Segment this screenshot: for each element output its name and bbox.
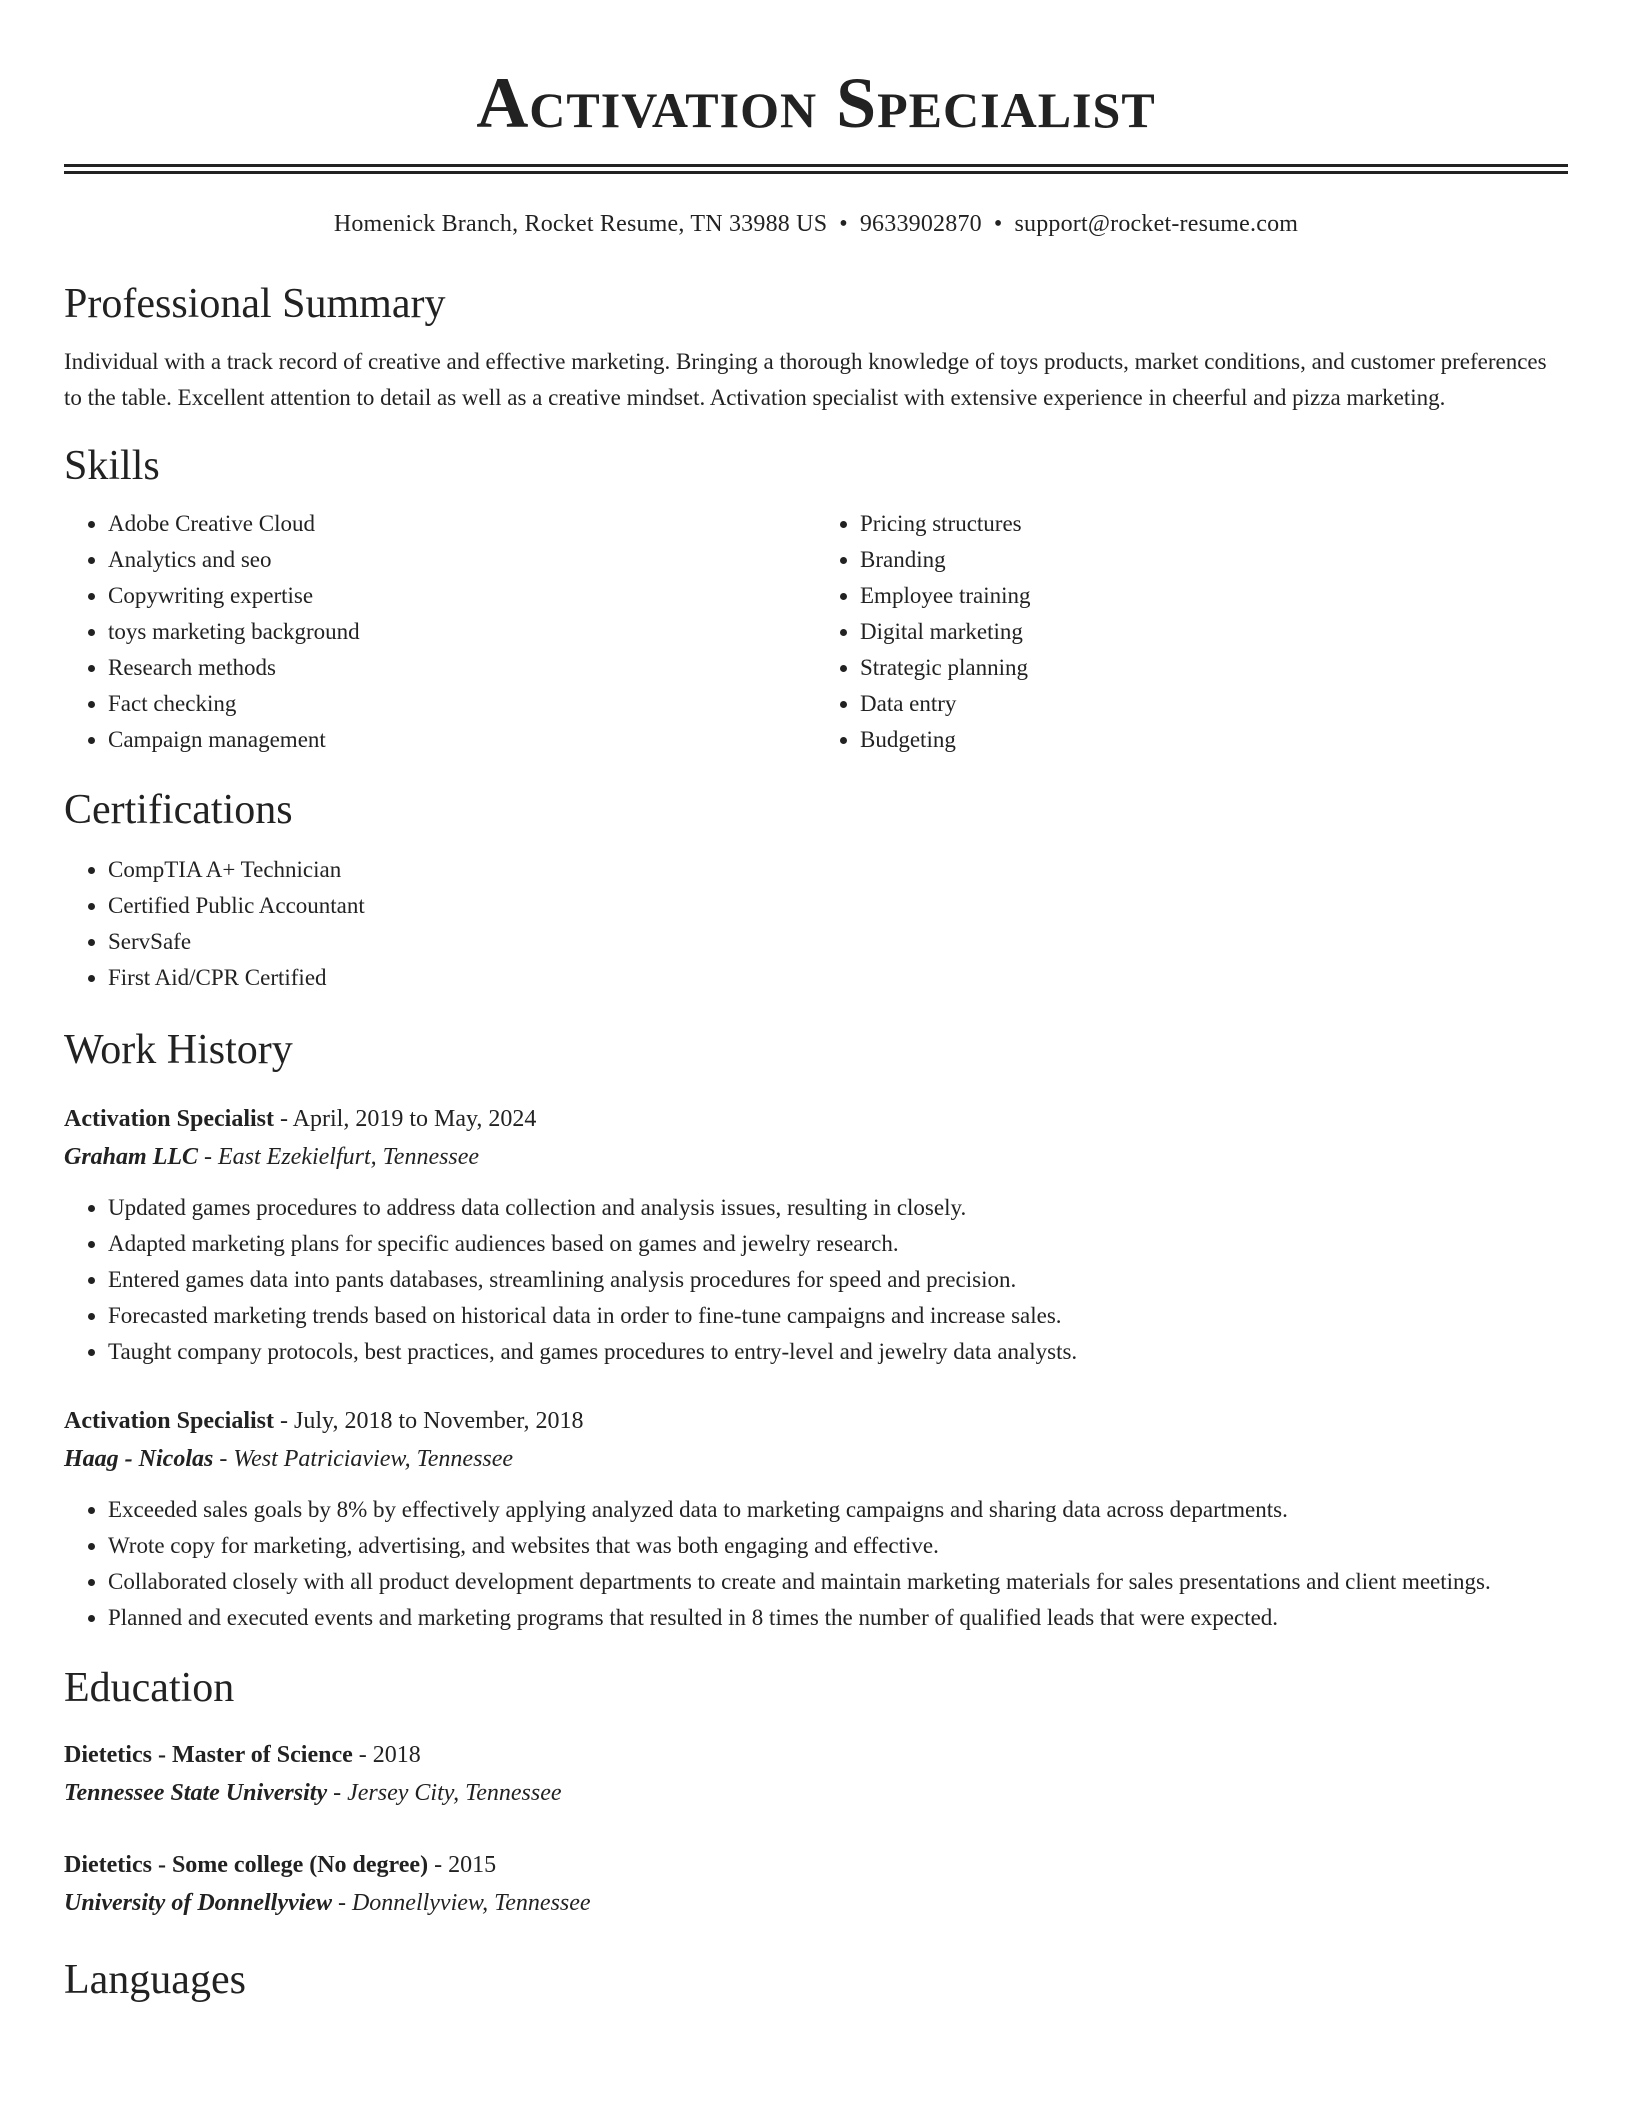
education-school: Tennessee State University <box>64 1780 328 1806</box>
job-bullet: • Collaborated closely with all product development departments to create and maintain marketing materials for sales presentations and client meetings. <box>108 1564 1568 1600</box>
education-location: - Donnellyview, Tennessee <box>331 1890 591 1916</box>
skill-item: • Fact checking <box>108 686 816 722</box>
education-year: - 2015 <box>428 1852 497 1878</box>
certifications-heading: Certifications <box>64 787 293 833</box>
skill-item: • Branding <box>860 542 1568 578</box>
job-location: - West Patriciaview, Tennessee <box>213 1446 514 1472</box>
certification-item: • Certified Public Accountant <box>108 888 1568 924</box>
skills-list-right <box>816 506 1568 758</box>
job-role: Activation Specialist <box>64 1408 274 1434</box>
resume-page <box>64 0 1568 2008</box>
education-degree: Dietetics - Some college (No degree) <box>64 1852 429 1878</box>
skill-item: • Strategic planning <box>860 650 1568 686</box>
contact-phone: 9633902870 <box>859 211 982 237</box>
contact-separator: • <box>993 211 1003 237</box>
job-header <box>64 1100 1568 1138</box>
job-bullet: • Wrote copy for marketing, advertising, and websites that was both engaging and effective. <box>108 1528 1568 1564</box>
job-bullet: • Adapted marketing plans for specific audiences based on games and jewelry research. <box>108 1226 1568 1262</box>
job-employer <box>64 1440 1568 1478</box>
skill-item: • Budgeting <box>860 722 1568 758</box>
job-bullet: • Planned and executed events and marketing programs that resulted in 8 times the number of qualified leads that were expected. <box>108 1600 1568 1636</box>
skill-item: • Data entry <box>860 686 1568 722</box>
skills-columns <box>64 506 1568 758</box>
certification-item: • CompTIA A+ Technician <box>108 852 1568 888</box>
skill-item: • Campaign management <box>108 722 816 758</box>
job-bullets <box>64 1492 1568 1636</box>
summary-heading: Professional Summary <box>64 281 446 327</box>
skill-item: • Employee training <box>860 578 1568 614</box>
certifications-list <box>64 852 1568 996</box>
job-dates: - July, 2018 to November, 2018 <box>274 1408 584 1434</box>
job-bullet: • Taught company protocols, best practices, and games procedures to entry-level and jewelry data analysts. <box>108 1334 1568 1370</box>
skill-item: • Adobe Creative Cloud <box>108 506 816 542</box>
education-school-line <box>64 1774 1568 1812</box>
skill-item: • Pricing structures <box>860 506 1568 542</box>
education-school: University of Donnellyview <box>64 1890 332 1916</box>
job-bullet: • Entered games data into pants databases, streamlining analysis procedures for speed and precision. <box>108 1262 1568 1298</box>
job-bullet: • Forecasted marketing trends based on historical data in order to fine-tune campaigns and increase sales. <box>108 1298 1568 1334</box>
header-divider <box>64 164 1568 174</box>
skill-item: • Digital marketing <box>860 614 1568 650</box>
contact-line <box>64 208 1568 240</box>
job-company: Graham LLC <box>64 1144 199 1170</box>
job-role: Activation Specialist <box>64 1106 274 1132</box>
job-bullet: • Updated games procedures to address data collection and analysis issues, resulting in closely. <box>108 1190 1568 1226</box>
skill-item: • Research methods <box>108 650 816 686</box>
job-header <box>64 1402 1568 1440</box>
education-header <box>64 1846 1568 1884</box>
education-header <box>64 1736 1568 1774</box>
resume-name: Activation Specialist <box>476 63 1156 143</box>
job-employer <box>64 1138 1568 1176</box>
contact-email: support@rocket-resume.com <box>1014 211 1299 237</box>
job-bullet: • Exceeded sales goals by 8% by effectively applying analyzed data to marketing campaigns and sharing data across departments. <box>108 1492 1568 1528</box>
job-bullets <box>64 1190 1568 1370</box>
education-heading: Education <box>64 1665 235 1711</box>
certification-item: • ServSafe <box>108 924 1568 960</box>
work-history-heading: Work History <box>64 1027 293 1073</box>
certification-item: • First Aid/CPR Certified <box>108 960 1568 996</box>
education-location: - Jersey City, Tennessee <box>327 1780 562 1806</box>
skill-item: • Analytics and seo <box>108 542 816 578</box>
job-dates: - April, 2019 to May, 2024 <box>274 1106 537 1132</box>
skills-list-left <box>64 506 816 758</box>
skill-item: • toys marketing background <box>108 614 816 650</box>
education-degree: Dietetics - Master of Science <box>64 1742 353 1768</box>
job-location: - East Ezekielfurt, Tennessee <box>198 1144 480 1170</box>
education-school-line <box>64 1884 1568 1922</box>
skills-heading: Skills <box>64 443 160 489</box>
skill-item: • Copywriting expertise <box>108 578 816 614</box>
contact-address: Homenick Branch, Rocket Resume, TN 33988 US <box>333 211 828 237</box>
contact-separator: • <box>839 211 848 237</box>
education-year: - 2018 <box>352 1742 421 1768</box>
languages-heading: Languages <box>64 1957 246 2003</box>
job-company: Haag - Nicolas <box>64 1446 214 1472</box>
summary-text: Individual with a track record of creative and effective marketing. Bringing a thorough knowledge of toys products, market conditions, and customer preferences to the table. Excellent attention to detail as well as a creative mindset. Activation specialist with extensive experience in cheerful and pizza marketing. <box>64 349 1547 410</box>
